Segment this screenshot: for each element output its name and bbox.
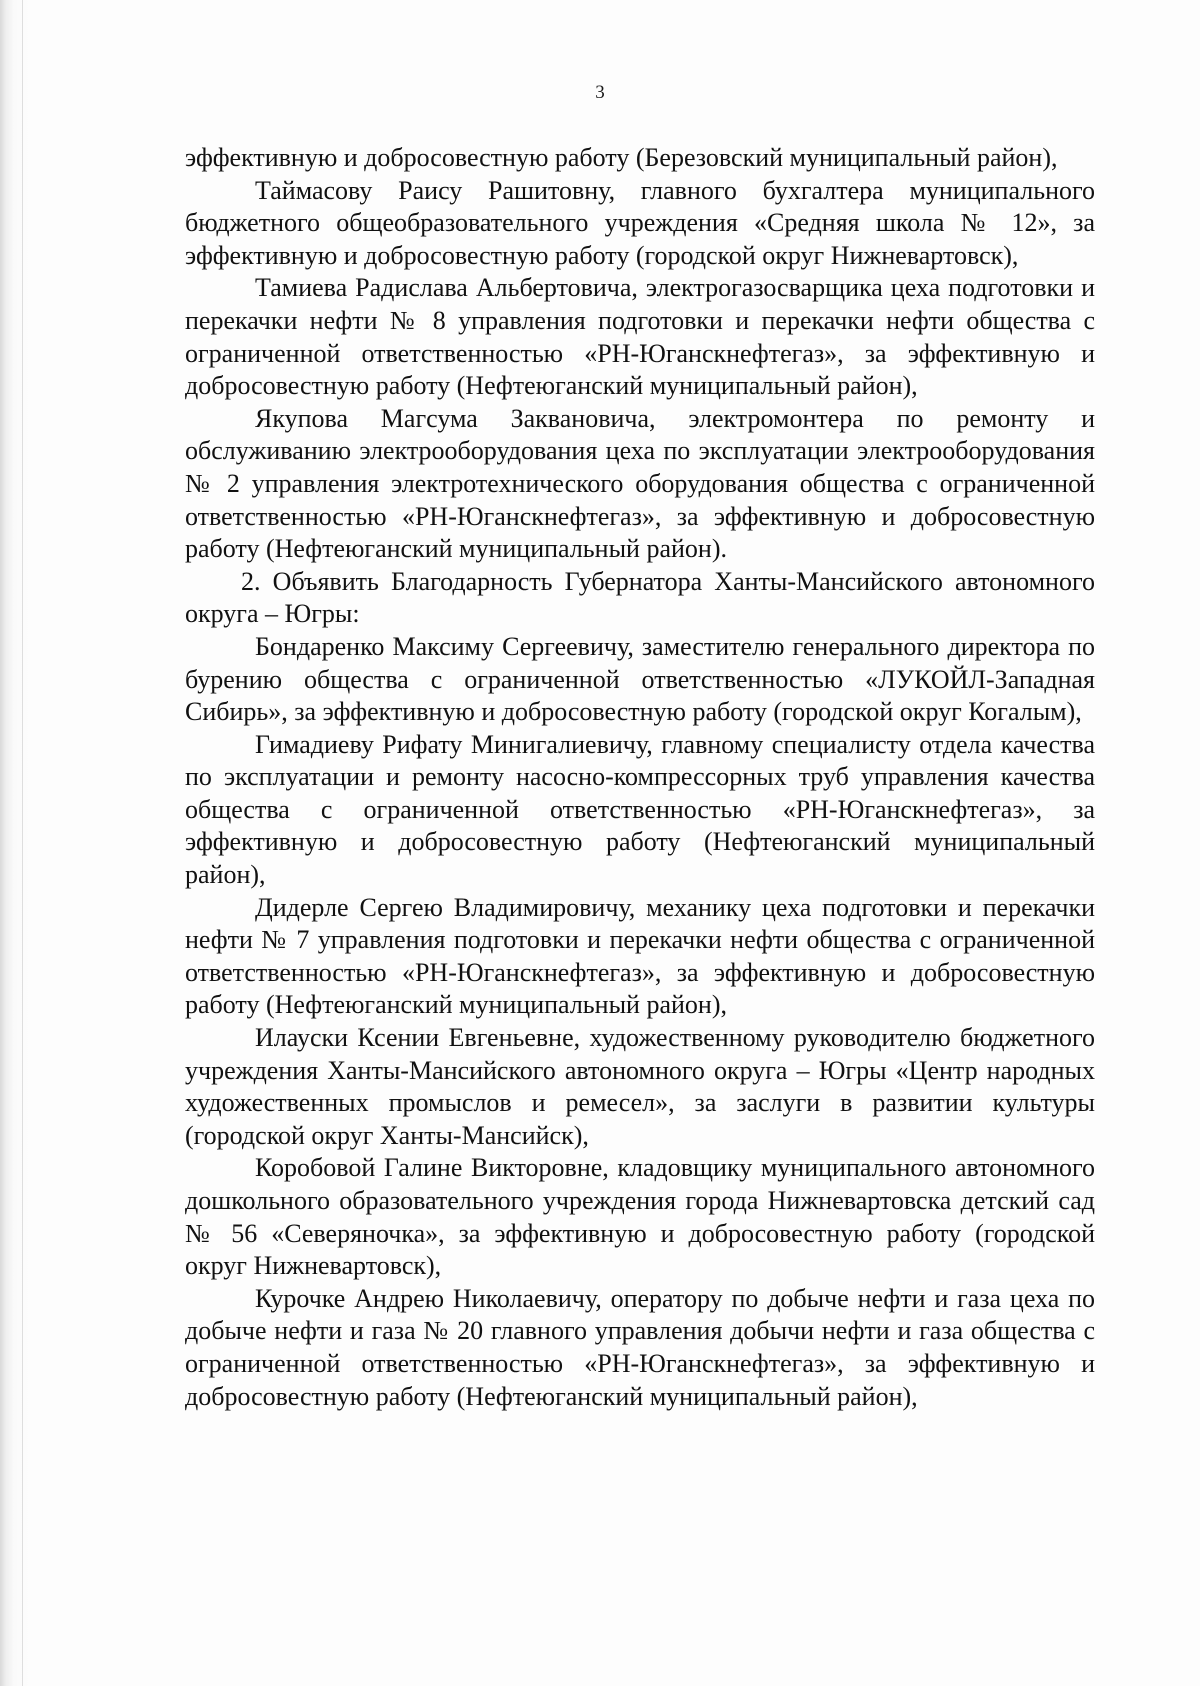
paragraph-taimasova: Таймасову Раису Рашитовну, главного бухгалтера муниципального бюджетного общеобразовательного учреждения «Средняя школа № 12», за эффективную и добросовестную работу (городской округ Нижневартовск), — [185, 175, 1095, 270]
paragraph-gimadievu: Гимадиеву Рифату Минигалиевичу, главному специалисту отдела качества по эксплуатации и ремонту насосно-компрессорных труб управления качества общества с ограниченной ответственностью «РН-Юганскнефтегаз», за эффективную и добросовестную работу (Нефтеюганский муниципальный район), — [185, 729, 1095, 890]
paragraph-yakupova: Якупова Магсума Заквановича, электромонтера по ремонту и обслуживанию электрооборудования цеха по эксплуатации электрооборудования № 2 управления электротехнического оборудования общества с ограниченной ответственностью «РН-Юганскнефтегаз», за эффективную и добросовестную работу (Нефтеюганский муниципальный район). — [185, 403, 1095, 564]
paragraph-diderle: Дидерле Сергею Владимировичу, механику цеха подготовки и перекачки нефти № 7 управления подготовки и перекачки нефти общества с ограниченной ответственностью «РН-Юганскнефтегаз», за эффективную и добросовестную работу (Нефтеюганский муниципальный район), — [185, 892, 1095, 1020]
page-number: 3 — [595, 82, 605, 103]
scan-edge-shadow — [0, 0, 30, 1686]
paragraph-korobovoy: Коробовой Галине Викторовне, кладовщику муниципального автономного дошкольного образовательного учреждения города Нижневартовска детский сад № 56 «Северяночка», за эффективную и добросовестную работу (городской округ Нижневартовск), — [185, 1153, 1095, 1281]
paragraph-continuation: эффективную и добросовестную работу (Березовский муниципальный район), — [185, 143, 1058, 172]
paragraph-item-2-heading: 2. Объявить Благодарность Губернатора Ханты-Мансийского автономного округа – Югры: — [185, 566, 1095, 629]
document-body — [185, 142, 1095, 1413]
paragraph-kurochke: Курочке Андрею Николаевичу, оператору по добыче нефти и газа цеха по добыче нефти и газа № 20 главного управления добычи нефти и газа общества с ограниченной ответственностью «РН-Юганскнефтегаз», за эффективную и добросовестную работу (Нефтеюганский муниципальный район), — [185, 1283, 1095, 1411]
paragraph-ilauski: Илауски Ксении Евгеньевне, художественному руководителю бюджетного учреждения Ханты-Мансийского автономного округа – Югры «Центр народных художественных промыслов и ремесел», за заслуги в развитии культуры (городской округ Ханты-Мансийск), — [185, 1023, 1095, 1150]
scan-edge-line — [22, 0, 23, 1686]
paragraph-bondarenko: Бондаренко Максиму Сергеевичу, заместителю генерального директора по бурению общества с ограниченной ответственностью «ЛУКОЙЛ-Западная Сибирь», за эффективную и добросовестную работу (городской округ Когалым), — [185, 631, 1095, 727]
paragraph-tamieva: Тамиева Радислава Альбертовича, электрогазосварщика цеха подготовки и перекачки нефти № 8 управления подготовки и перекачки нефти общества с ограниченной ответственностью «РН-Юганскнефтегаз», за эффективную и добросовестную работу (Нефтеюганский муниципальный район), — [185, 273, 1095, 401]
